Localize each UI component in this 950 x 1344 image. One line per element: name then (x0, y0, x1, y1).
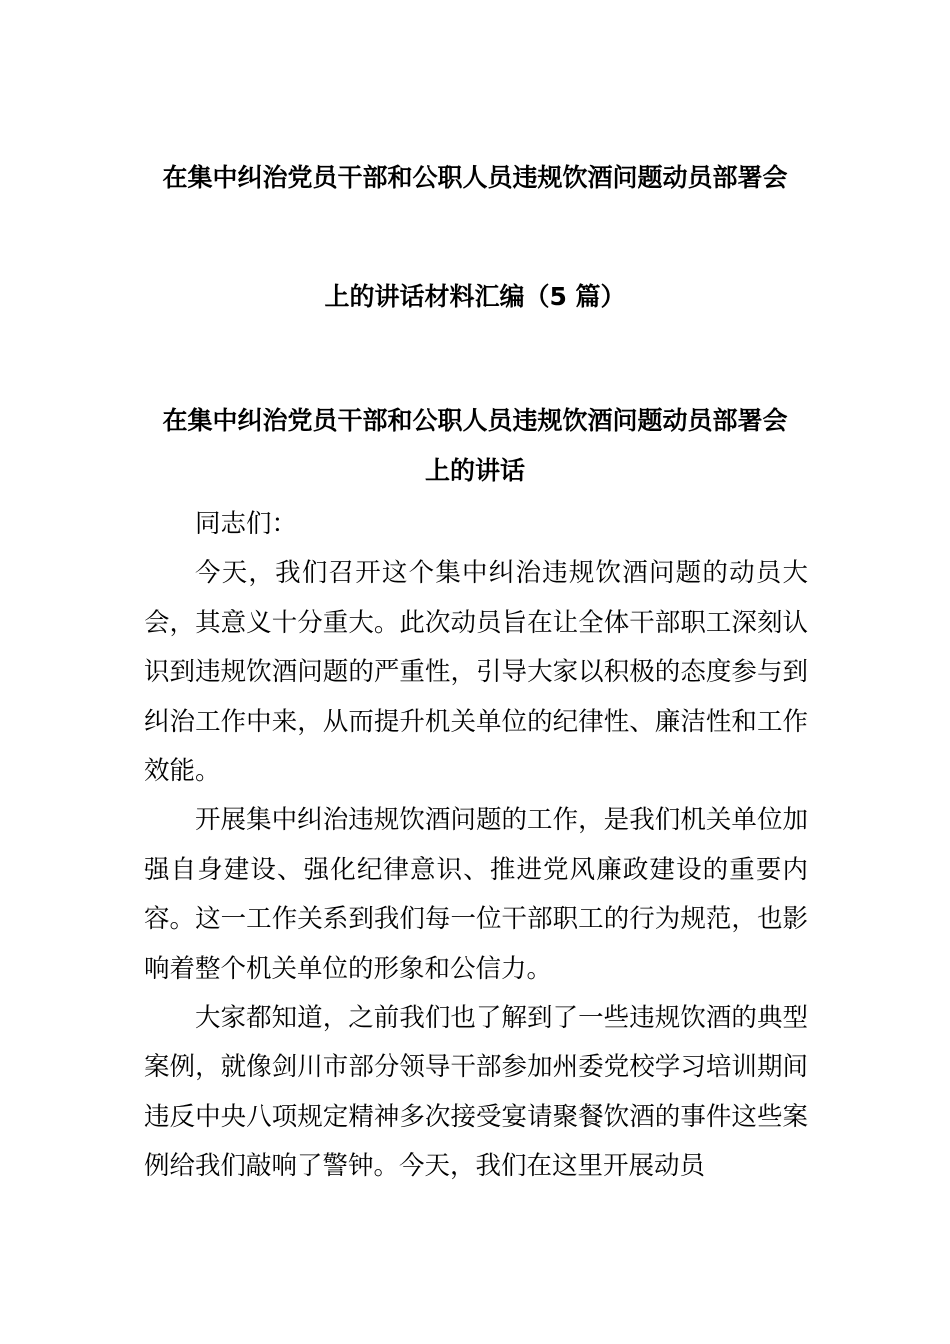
paragraph-3: 大家都知道，之前我们也了解到了一些违规饮酒的典型案例，就像剑川市部分领导干部参加州委党校学习培训期间违反中央八项规定精神多次接受宴请聚餐饮酒的事件这些案例给我们敲响了警钟。今天，我们在这里开展动员 (144, 1003, 808, 1182)
paragraph-2: 开展集中纠治违规饮酒问题的工作，是我们机关单位加强自身建设、强化纪律意识、推进党风廉政建设的重要内容。这一工作关系到我们每一位干部职工的行为规范，也影响着整个机关单位的形象和公信力。 (144, 805, 808, 984)
speech-heading (0, 396, 950, 496)
speech-heading-line-2: 上的讲话 (424, 456, 525, 485)
document-title-line-2: 上的讲话材料汇编（5 篇） (324, 282, 626, 311)
salutation: 同志们： (195, 509, 298, 539)
speech-heading-line-1: 在集中纠治党员干部和公职人员违规饮酒问题动员部署会 (162, 406, 788, 435)
speech-body (144, 500, 808, 1192)
paragraph-1: 今天，我们召开这个集中纠治违规饮酒问题的动员大会，其意义十分重大。此次动员旨在让全体干部职工深刻认识到违规饮酒问题的严重性，引导大家以积极的态度参与到纠治工作中来，从而提升机关单位的纪律性、廉洁性和工作效能。 (144, 558, 808, 787)
document-title-line-1: 在集中纠治党员干部和公职人员违规饮酒问题动员部署会 (162, 163, 788, 192)
